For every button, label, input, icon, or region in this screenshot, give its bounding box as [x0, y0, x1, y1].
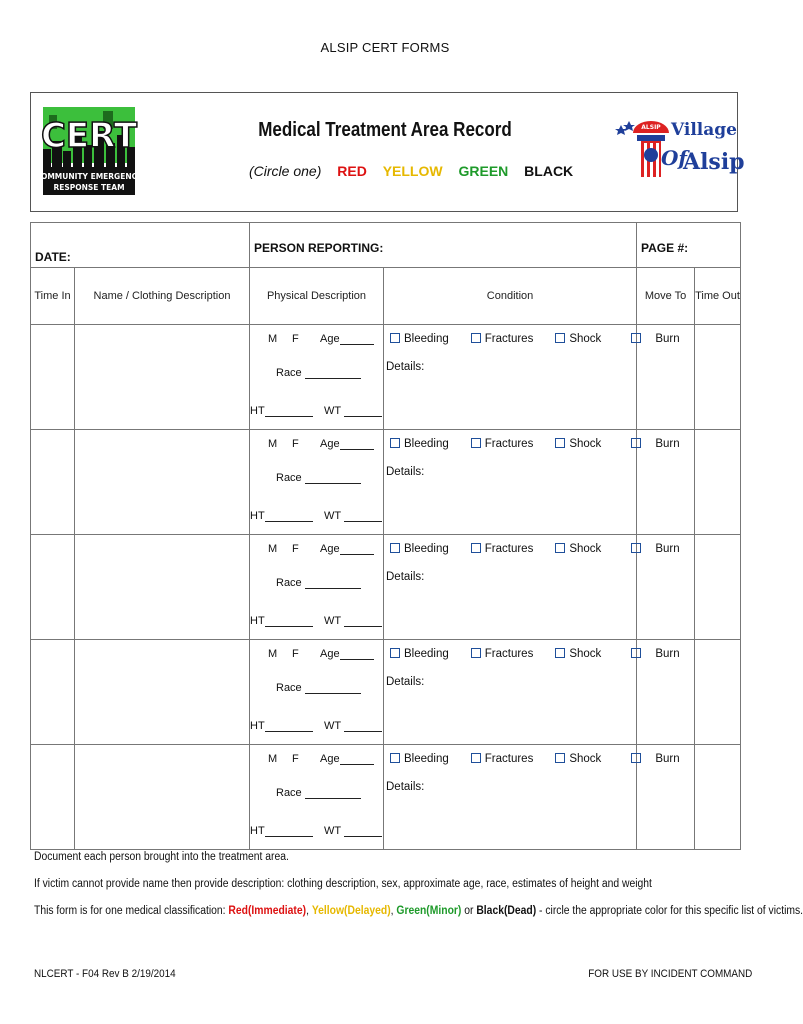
bleeding-checkbox[interactable] — [390, 753, 400, 763]
race-field[interactable] — [305, 787, 361, 799]
form-title: Medical Treatment Area Record — [258, 119, 512, 141]
ht-label: HT — [250, 720, 265, 732]
ht-field[interactable] — [265, 720, 313, 732]
fractures-label: Fractures — [484, 438, 534, 450]
shock-checkbox[interactable] — [555, 648, 565, 658]
col-header-condition: Condition — [384, 268, 637, 325]
wt-field[interactable] — [344, 405, 382, 417]
bleeding-checkbox[interactable] — [390, 543, 400, 553]
page-number-field[interactable] — [637, 223, 741, 268]
time-out-cell[interactable] — [695, 640, 741, 745]
details-label: Details: — [386, 361, 425, 373]
burn-checkbox[interactable] — [631, 333, 641, 343]
instruction-line-3 — [34, 905, 803, 917]
village-logo-small: ALSIP — [641, 124, 661, 131]
burn-label: Burn — [655, 648, 680, 660]
burn-checkbox[interactable] — [631, 753, 641, 763]
wt-label: WT — [324, 510, 341, 522]
instruction-green: Green(Minor) — [396, 905, 462, 917]
instruction-sep-2: , — [390, 905, 397, 917]
person-reporting-field[interactable] — [250, 223, 637, 268]
instruction-line-1: Document each person brought into the treatment area. — [34, 851, 289, 863]
village-logo-word1: Village — [671, 120, 737, 140]
ht-label: HT — [250, 405, 265, 417]
wt-field[interactable] — [344, 720, 382, 732]
race-field[interactable] — [305, 367, 361, 379]
shock-label: Shock — [569, 333, 602, 345]
table-row — [31, 745, 741, 850]
details-label: Details: — [386, 466, 425, 478]
fractures-label: Fractures — [484, 333, 534, 345]
race-label: Race — [276, 682, 302, 694]
color-red-option[interactable]: RED — [337, 163, 367, 179]
age-label: Age — [320, 438, 340, 450]
color-black-option[interactable]: BLACK — [524, 163, 574, 179]
instruction-yellow: Yellow(Delayed) — [311, 905, 391, 917]
cert-logo-line2: RESPONSE TEAM — [53, 183, 125, 192]
wt-field[interactable] — [344, 615, 382, 627]
ht-label: HT — [250, 615, 265, 627]
condition-cell — [384, 535, 680, 640]
date-field[interactable] — [31, 223, 250, 268]
sex-f[interactable]: F — [292, 648, 299, 660]
bleeding-label: Bleeding — [404, 438, 449, 450]
age-field[interactable] — [340, 438, 374, 450]
details-label: Details: — [386, 781, 425, 793]
village-logo-word3: Alsip — [683, 149, 745, 175]
ht-field[interactable] — [265, 405, 313, 417]
instruction-or: or — [461, 905, 477, 917]
col-header-move-to: Move To — [637, 268, 695, 325]
col-header-time-out: Time Out — [695, 268, 741, 325]
name-cell[interactable] — [75, 325, 250, 430]
wt-field[interactable] — [344, 510, 382, 522]
wt-field[interactable] — [344, 825, 382, 837]
col-header-time-in: Time In — [31, 268, 75, 325]
race-label: Race — [276, 787, 302, 799]
shock-label: Shock — [569, 438, 602, 450]
burn-checkbox[interactable] — [631, 648, 641, 658]
fractures-checkbox[interactable] — [471, 438, 481, 448]
wt-label: WT — [324, 720, 341, 732]
col-header-name: Name / Clothing Description — [75, 268, 250, 325]
wt-label: WT — [324, 405, 341, 417]
physical-cell[interactable] — [250, 640, 384, 745]
burn-label: Burn — [655, 543, 680, 555]
time-out-cell[interactable] — [695, 430, 741, 535]
time-in-cell[interactable] — [31, 430, 75, 535]
physical-cell[interactable] — [250, 430, 384, 535]
fractures-checkbox[interactable] — [471, 753, 481, 763]
wt-label: WT — [324, 615, 341, 627]
shock-checkbox[interactable] — [555, 333, 565, 343]
bleeding-label: Bleeding — [404, 333, 449, 345]
shock-label: Shock — [569, 543, 602, 555]
age-label: Age — [320, 648, 340, 660]
sex-f[interactable]: F — [292, 438, 299, 450]
person-reporting-label: PERSON REPORTING: — [254, 241, 384, 255]
instruction-prefix: This form is for one medical classification: — [34, 905, 229, 917]
burn-label: Burn — [655, 333, 680, 345]
bleeding-checkbox[interactable] — [390, 648, 400, 658]
fractures-checkbox[interactable] — [471, 333, 481, 343]
race-field[interactable] — [305, 472, 361, 484]
col-header-physical: Physical Description — [250, 268, 384, 325]
time-out-cell[interactable] — [695, 535, 741, 640]
time-in-cell[interactable] — [31, 745, 75, 850]
condition-cell — [384, 325, 680, 430]
treatment-record-table — [30, 222, 741, 850]
table-row — [31, 325, 741, 430]
sex-f[interactable]: F — [292, 543, 299, 555]
time-in-cell[interactable] — [31, 535, 75, 640]
circle-one-note: (Circle one) — [249, 163, 322, 179]
time-out-cell[interactable] — [695, 745, 741, 850]
age-label: Age — [320, 333, 340, 345]
header-box — [30, 92, 745, 212]
name-cell[interactable] — [75, 640, 250, 745]
age-label: Age — [320, 543, 340, 555]
bleeding-checkbox[interactable] — [390, 438, 400, 448]
race-label: Race — [276, 367, 302, 379]
instruction-suffix: - circle the appropriate color for this specific list of victims. — [536, 905, 803, 917]
instruction-sep-1: , — [306, 905, 312, 917]
bleeding-checkbox[interactable] — [390, 333, 400, 343]
fractures-checkbox[interactable] — [471, 543, 481, 553]
fractures-label: Fractures — [484, 648, 534, 660]
age-field[interactable] — [340, 753, 374, 765]
race-field[interactable] — [305, 577, 361, 589]
age-field[interactable] — [340, 333, 374, 345]
table-row — [31, 535, 741, 640]
table-row — [31, 430, 741, 535]
color-yellow-option[interactable]: YELLOW — [382, 163, 443, 179]
age-label: Age — [320, 753, 340, 765]
ht-field[interactable] — [265, 825, 313, 837]
time-in-cell[interactable] — [31, 640, 75, 745]
time-out-cell[interactable] — [695, 325, 741, 430]
race-label: Race — [276, 472, 302, 484]
age-field[interactable] — [340, 543, 374, 555]
village-of-alsip-logo — [617, 103, 745, 183]
physical-cell[interactable] — [250, 745, 384, 850]
shock-checkbox[interactable] — [555, 543, 565, 553]
sex-f[interactable]: F — [292, 333, 299, 345]
name-cell[interactable] — [75, 430, 250, 535]
color-green-option[interactable]: GREEN — [458, 163, 509, 179]
page-number-label: PAGE #: — [641, 241, 689, 255]
details-label: Details: — [386, 676, 425, 688]
name-cell[interactable] — [75, 745, 250, 850]
physical-cell[interactable] — [250, 325, 384, 430]
sex-f[interactable]: F — [292, 753, 299, 765]
condition-cell — [384, 745, 680, 850]
sex-m[interactable]: M — [268, 438, 278, 450]
time-in-cell[interactable] — [31, 325, 75, 430]
sex-m[interactable]: M — [268, 333, 278, 345]
page-top-title: ALSIP CERT FORMS — [320, 40, 450, 55]
ht-field[interactable] — [265, 615, 313, 627]
instruction-black: Black(Dead) — [476, 905, 537, 917]
condition-cell — [384, 640, 680, 745]
shock-checkbox[interactable] — [555, 753, 565, 763]
ht-field[interactable] — [265, 510, 313, 522]
cert-logo — [35, 101, 143, 201]
ht-label: HT — [250, 510, 265, 522]
burn-checkbox[interactable] — [631, 543, 641, 553]
shock-label: Shock — [569, 753, 602, 765]
village-logo-word2: Of — [661, 146, 688, 170]
physical-cell[interactable] — [250, 535, 384, 640]
color-selection-row — [249, 163, 585, 179]
bleeding-label: Bleeding — [404, 648, 449, 660]
condition-cell — [384, 430, 680, 535]
fractures-checkbox[interactable] — [471, 648, 481, 658]
cert-logo-word: CERT — [40, 116, 138, 156]
sex-m[interactable]: M — [268, 753, 278, 765]
shock-checkbox[interactable] — [555, 438, 565, 448]
race-field[interactable] — [305, 682, 361, 694]
sex-m[interactable]: M — [268, 543, 278, 555]
instruction-red: Red(Immediate) — [228, 905, 307, 917]
date-label: DATE: — [35, 250, 71, 264]
age-field[interactable] — [340, 648, 374, 660]
table-row — [31, 640, 741, 745]
details-label: Details: — [386, 571, 425, 583]
race-label: Race — [276, 577, 302, 589]
ht-label: HT — [250, 825, 265, 837]
burn-label: Burn — [655, 753, 680, 765]
shock-label: Shock — [569, 648, 602, 660]
bleeding-label: Bleeding — [404, 543, 449, 555]
fractures-label: Fractures — [484, 543, 534, 555]
name-cell[interactable] — [75, 535, 250, 640]
burn-label: Burn — [655, 438, 680, 450]
cert-logo-line1: COMMUNITY EMERGENCY — [35, 172, 143, 181]
fractures-label: Fractures — [484, 753, 534, 765]
burn-checkbox[interactable] — [631, 438, 641, 448]
instruction-line-2: If victim cannot provide name then provide description: clothing description, sex, approximate age, race, estimates of height and weight — [34, 878, 652, 890]
bleeding-label: Bleeding — [404, 753, 449, 765]
sex-m[interactable]: M — [268, 648, 278, 660]
wt-label: WT — [324, 825, 341, 837]
footer-note: FOR USE BY INCIDENT COMMAND — [587, 968, 752, 980]
instructions — [34, 851, 803, 932]
form-revision: NLCERT - F04 Rev B 2/19/2014 — [34, 968, 176, 980]
